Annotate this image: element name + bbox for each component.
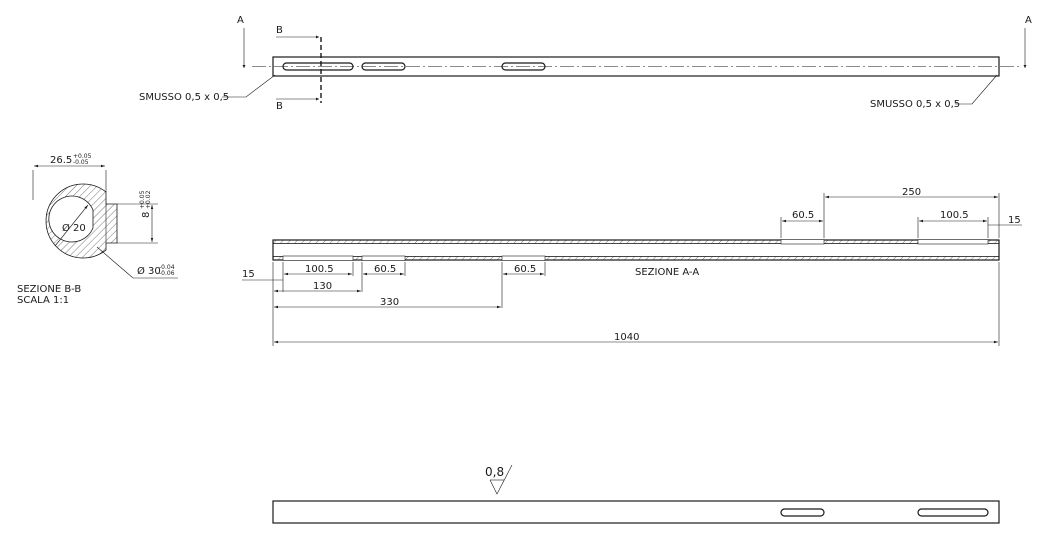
chamfer-right-label: SMUSSO 0,5 x 0,5 xyxy=(870,99,961,110)
width-tol-lower: -0.05 xyxy=(73,159,89,166)
section-aa-title: SEZIONE A-A xyxy=(635,267,700,278)
dim-330: 330 xyxy=(380,297,400,308)
slot-cut-2 xyxy=(362,256,405,261)
bottom-slot-2 xyxy=(918,509,988,516)
slot-cut-3 xyxy=(502,256,545,261)
bottom-slot-1 xyxy=(781,509,824,516)
dim-100-5-top: 100.5 xyxy=(940,210,969,221)
slot-cut-4 xyxy=(781,240,824,245)
inner-dia-value: Ø 20 xyxy=(62,223,86,234)
section-a-right-label: A xyxy=(1025,15,1032,26)
dim-15-left: 15 xyxy=(242,269,255,280)
outer-tol-upper: -0.04 xyxy=(159,264,175,271)
section-bb-title: SEZIONE B-B xyxy=(17,284,82,295)
section-bb-scale: SCALA 1:1 xyxy=(17,295,70,306)
dim-60-5-a: 60.5 xyxy=(374,264,397,275)
section-bb xyxy=(17,153,178,306)
top-view xyxy=(139,15,1032,112)
slot-tol-upper: +0.05 xyxy=(139,190,146,209)
roughness-value: 0,8 xyxy=(485,465,505,479)
dim-15-right: 15 xyxy=(1008,215,1021,226)
dim-1040: 1040 xyxy=(614,332,640,343)
section-b-bottom-label: B xyxy=(276,101,283,112)
slot-tol-lower: +0.02 xyxy=(145,190,152,209)
dim-60-5-top: 60.5 xyxy=(792,210,815,221)
slot-dim-value: 8 xyxy=(141,211,152,218)
outer-dia-value: Ø 30 xyxy=(137,266,161,277)
section-aa xyxy=(242,187,1022,346)
outer-tol-lower: -0.06 xyxy=(159,270,175,277)
width-tol-upper: +0.05 xyxy=(73,153,92,160)
chamfer-left-label: SMUSSO 0,5 x 0,5 xyxy=(139,92,230,103)
dim-250: 250 xyxy=(902,187,922,198)
section-b-top-label: B xyxy=(276,25,283,36)
slot-cut-5 xyxy=(918,240,988,245)
shaft-bottom-outline xyxy=(273,501,999,523)
section-a-left-label: A xyxy=(237,15,244,26)
chamfer-right-leader xyxy=(955,75,997,104)
width-dim-value: 26.5 xyxy=(50,155,73,166)
dim-130: 130 xyxy=(313,281,333,292)
dim-60-5-b: 60.5 xyxy=(514,264,537,275)
upper-wall xyxy=(273,240,999,244)
bottom-view xyxy=(273,465,999,523)
dim-100-5-left: 100.5 xyxy=(305,264,334,275)
tube-section xyxy=(46,184,117,258)
slot-cut-1 xyxy=(283,256,353,261)
chamfer-left-leader xyxy=(222,75,275,97)
